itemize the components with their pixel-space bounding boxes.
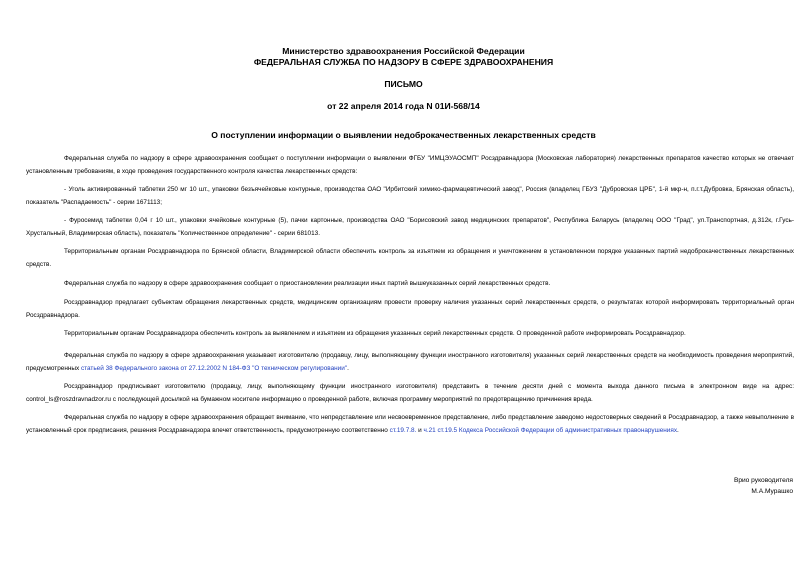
paragraph-3: - Фуросемид таблетки 0,04 г 10 шт., упаковки ячейковые контурные (5), пачки картонные, производства ОАО "Борисовский завод медицинских препаратов", Республика Беларусь (владелец ООО "Град", ул.Транспортная, д.312к, г.Гусь-Хрустальный, Владимирская область), показатель "Количественное определение" - серии 681013. — [26, 217, 794, 237]
document-subject: О поступлении информации о выявлении недоброкачественных лекарственных средств — [211, 130, 596, 140]
paragraph-7: Территориальным органам Росздравнадзора обеспечить контроль за выявлением и изъятием из обращения указанных серий лекарственных средств. О проведенной работе информировать Росздравнадзор. — [64, 330, 686, 337]
paragraph-6: Росздравнадзор предлагает субъектам обращения лекарственных средств, медицинским организациям провести проверку наличия указанных серий лекарственных средств, о результатах которой информировать территориальный орган Росздравнадзора. — [26, 299, 794, 319]
signature-position: Врио руководителя — [733, 477, 793, 484]
paragraph-10 — [26, 412, 794, 437]
ministry-name: Министерство здравоохранения Российской Федерации — [282, 46, 525, 56]
paragraph-10-text: Федеральная служба по надзору в сфере здравоохранения обращает внимание, что непредставление или несвоевременное представление, либо представление заведомо недостоверных сведений в Росздравнадзор, а также невыполнение в установленный срок предписания, решения Росздравнадзора влечет ответственность, предусмотренную соответственно — [26, 414, 794, 434]
paragraph-2: - Уголь активированный таблетки 250 мг 10 шт., упаковки безъячейковые контурные, производства ОАО "Ирбитский химико-фармацевтический завод", Россия (владелец ГБУЗ "Дубровская ЦРБ", 1-й мкр-н, п.г.т.Дубровка, Брянская область), показатель "Распадаемость" - серии 1671113; — [26, 186, 794, 206]
paragraph-8-text: Федеральная служба по надзору в сфере здравоохранения указывает изготовителю (продавцу, лицу, выполняющему функции иностранного изготовителя) указанных серий лекарственных средств на необходимость проведения мероприятий, предусмотренных — [26, 352, 794, 372]
service-name: ФЕДЕРАЛЬНАЯ СЛУЖБА ПО НАДЗОРУ В СФЕРЕ ЗДРАВООХРАНЕНИЯ — [253, 57, 554, 67]
paragraph-10-end: . — [677, 426, 679, 434]
paragraph-5: Федеральная служба по надзору в сфере здравоохранения сообщает о приостановлении реализации иных партий вышеуказанных серий лекарственных средств. — [64, 280, 551, 287]
document-type: ПИСЬМО — [384, 79, 423, 89]
paragraph-1: Федеральная служба по надзору в сфере здравоохранения сообщает о поступлении информации о выявлении ФГБУ "ИМЦЭУАОСМП" Росздравнадзора (Московская лаборатория) лекарственных препаратов качество которых не отвечает установленным требованиям, в ходе проведения государственного контроля качества лекарственных средств: — [26, 155, 794, 175]
law-184-fz-link[interactable]: статьей 38 Федерального закона от 27.12.2002 N 184-ФЗ "О техническом регулировании" — [80, 364, 348, 372]
paragraph-9: Росздравнадзор предписывает изготовителю (продавцу, лицу, выполняющему функции иностранного изготовителя) представить в течение десяти дней с момента выхода данного письма в электронном виде на адрес: control_ls@roszdravnadzor.ru с последующей досылкой на бумажном носителе информацию о проведенной работе, включая программу мероприятий по предотвращению причинения вреда. — [26, 383, 794, 403]
paragraph-10-conjunction: и — [416, 426, 424, 434]
signature-name: М.А.Мурашко — [751, 488, 793, 495]
paragraph-4: Территориальным органам Росздравнадзора по Брянской области, Владимирской области обеспечить контроль за изъятием из обращения и уничтожением в установленном порядке указанных партий недоброкачественных лекарственных средств. — [26, 248, 794, 268]
paragraph-8-end: . — [347, 364, 349, 372]
article-19-7-8-link[interactable]: ст.19.7.8. — [389, 426, 417, 434]
koap-article-19-5-link[interactable]: ч.21 ст.19.5 Кодекса Российской Федерации об административных правонарушениях — [423, 426, 678, 434]
document-date-number: от 22 апреля 2014 года N 01И-568/14 — [327, 101, 480, 111]
paragraph-8 — [26, 350, 794, 375]
